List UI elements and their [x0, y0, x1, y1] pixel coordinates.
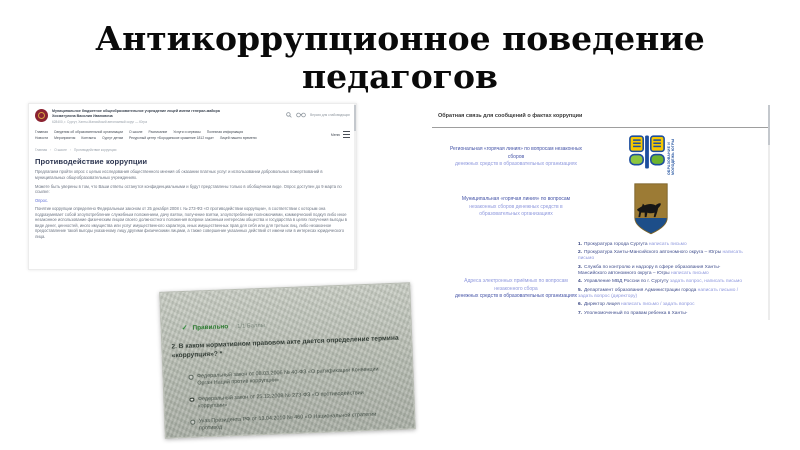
scrollbar[interactable] — [354, 104, 356, 269]
quiz-status — [182, 321, 265, 332]
nav-item[interactable]: Полезная информация — [206, 129, 244, 134]
feedback-heading: Обратная связь для сообщений о фактах коррупции — [438, 113, 583, 119]
lyceum-site-screenshot — [28, 103, 357, 270]
contact-write-link[interactable]: задать вопрос, написать письмо — [669, 279, 743, 285]
contact-name: Директор лицея — [584, 302, 622, 308]
nav-item[interactable]: Ресурсный центр «Бородинское сражение 1812 года» — [128, 135, 214, 140]
quiz-option-label: Указ Президента РФ от 13.04.2010 № 460 «О Национальной стратегии противод — [198, 411, 377, 432]
scrollbar-thumb[interactable] — [354, 105, 356, 131]
menu-button[interactable] — [331, 131, 350, 138]
law-definition-paragraph: Понятие коррупции определено Федеральным законом от 25 декабря 2008 г. № 273-ФЗ «О противодействии коррупции», в соответствии с которым она подразумевает собой злоупотребление служебным положением, дачу взятки, получение взятки, злоупотребление полномочиями, коммерческий подкуп либо иное незаконное использование физическим лицом своего должностного положения вопреки законным интересам общества и государства в целях получения выгоды в виде денег, ценностей, иного имущества или услуг имущественного характера, иных имущественных прав для себя или для третьих лиц, либо незаконное предоставление такой выгоды указанному лицу другими физическими лицами, а также совершение указанных действий от имени или в интересах юридического лица. — [35, 206, 347, 239]
contact-item — [578, 265, 748, 277]
contact-list — [578, 242, 748, 319]
hotline-line: денежных средств в образовательных организациях — [454, 161, 578, 167]
contact-write-link[interactable]: написать письмо — [648, 242, 687, 247]
org-info — [52, 109, 242, 124]
nav-item[interactable]: О школе — [129, 129, 143, 134]
contact-number: 4. — [578, 279, 583, 285]
quiz-option-label: Федеральный закон от 25.12.2008 № 273-ФЗ «О противодействии коррупции» — [197, 389, 364, 410]
contact-name: Прокуратура Ханты-Мансийского автономного округа – Югры — [584, 250, 723, 256]
scrollbar-thumb[interactable] — [768, 105, 770, 145]
quiz-options — [188, 366, 394, 442]
contact-write-link[interactable]: написать письмо / задать вопрос — [621, 302, 695, 308]
hotline-line: Муниципальная «горячая линия» по вопросам — [461, 196, 571, 202]
breadcrumb — [35, 148, 350, 152]
hotline-line: образовательных организациях — [479, 211, 553, 217]
breadcrumb-item[interactable]: О школе — [54, 147, 67, 152]
e-reception-addresses-link[interactable] — [436, 278, 596, 301]
score-badge: 1/1 Баллы — [237, 322, 265, 330]
surgut-coat-of-arms-icon — [633, 180, 669, 238]
contact-write-link[interactable]: написать письмо / задать вопрос (директору) — [578, 287, 739, 299]
contact-name: Уполномоченный по правам ребенка в Ханты- — [584, 310, 688, 316]
contact-number: 2. — [578, 250, 583, 256]
quiz-photo — [159, 282, 415, 439]
contact-write-link[interactable]: написать письмо — [670, 270, 709, 276]
quiz-option[interactable] — [188, 366, 392, 388]
breadcrumb-separator: › — [50, 147, 52, 152]
feedback-site-screenshot — [432, 105, 770, 320]
nav-item[interactable]: Услуги и сервисы — [173, 129, 201, 134]
quiz-option[interactable] — [189, 389, 393, 411]
education-yugra-caption: ОБРАЗОВАНИЕ И МОЛОДЕЖЬ ЮГРЫ — [667, 138, 676, 175]
nav-item[interactable]: Сургут детям — [102, 135, 123, 140]
site-nav — [35, 129, 350, 141]
intro-paragraph: Предлагаем пройти опрос с целью исследования общественного мнения об оказании платных услуг и использовании добровольных пожертвований в муниципальных общеобразовательных учреждениях. — [35, 169, 323, 180]
radio-icon[interactable] — [188, 375, 193, 380]
contact-number: 1. — [578, 242, 583, 247]
page-title: Противодействие коррупции — [35, 156, 148, 166]
quiz-option-label: Федеральный закон от 08.03.2006 № 40-ФЗ «О ратификации Конвенции Орган Наций против коррупции» — [196, 366, 379, 387]
search-icon[interactable] — [286, 112, 292, 118]
hotline-line: Адреса электронных приёмных по вопросам — [464, 278, 568, 284]
breadcrumb-item[interactable]: Главная — [35, 147, 48, 152]
contact-number: 5. — [578, 287, 583, 293]
nav-item[interactable]: Новости — [35, 135, 49, 140]
hotline-line: сборов — [507, 153, 525, 160]
contact-item — [578, 288, 748, 300]
hotline-line: незаконных сборов денежных средств в — [469, 203, 563, 210]
contact-item — [578, 302, 748, 308]
quiz-question: 2. В каком нормативном правовом акте дается определение термина «коррупция»? * — [171, 334, 399, 360]
menu-label: Меню — [330, 132, 340, 137]
hotline-line: Региональная «горячая линия» по вопросам незаконных — [449, 146, 583, 152]
contact-number: 3. — [578, 264, 583, 270]
regional-hotline-link[interactable] — [436, 146, 596, 169]
nav-item[interactable]: Главная — [35, 129, 48, 134]
eyeglasses-icon[interactable] — [296, 112, 306, 118]
radio-icon[interactable] — [189, 397, 194, 402]
nav-item[interactable]: Мероприятия — [54, 135, 76, 140]
nav-item[interactable]: Расписание — [148, 129, 168, 134]
education-yugra-logo — [628, 129, 675, 175]
contact-write-link[interactable]: написать письмо — [578, 250, 743, 262]
nav-item[interactable]: Сведения об образовательной организации — [53, 129, 124, 134]
org-address: 628400, г. Сургут, Ханты-Мансийский автономный округ — Югра — [52, 119, 148, 124]
header-tools — [286, 112, 350, 118]
contact-name: Департамент образования Администрации города — [584, 287, 698, 293]
site-header — [35, 109, 350, 124]
scrollbar[interactable] — [768, 105, 770, 320]
breadcrumb-item[interactable]: Противодействие коррупции — [73, 147, 117, 152]
status-label: Правильно — [192, 323, 229, 332]
lyceum-emblem-icon — [35, 109, 48, 122]
breadcrumb-separator: › — [69, 147, 71, 152]
accessibility-version-link[interactable]: Версия для слабовидящих — [310, 113, 350, 117]
org-name: Муниципальное бюджетное общеобразовательное учреждение лицей имени генерал-майора Хисматулина Василия Ивановича — [52, 109, 220, 118]
contact-name: Управление МВД России по г. Сургуту — [584, 279, 670, 285]
municipal-hotline-link[interactable] — [436, 196, 596, 219]
nav-row-2 — [35, 135, 325, 141]
radio-icon[interactable] — [190, 420, 195, 425]
quiz-option[interactable] — [190, 411, 394, 433]
nav-item[interactable]: Контакты — [81, 135, 97, 140]
contact-item — [578, 279, 748, 285]
contact-name: Служба по контролю и надзору в сфере образования Ханты-Мансийского автономного округа – Югры — [578, 264, 721, 276]
contact-item — [578, 250, 748, 262]
contact-item — [578, 242, 748, 248]
hotline-line: денежных средств в образовательных организациях — [454, 293, 578, 299]
check-icon: ✓ — [181, 324, 188, 333]
divider — [432, 127, 770, 128]
open-book-icon — [628, 129, 666, 175]
slide-title: Антикоррупционное поведение педагогов — [95, 19, 705, 97]
contact-number: 6. — [578, 302, 583, 308]
hamburger-icon — [343, 131, 350, 138]
contact-item — [578, 311, 748, 317]
confidentiality-paragraph: Можете быть уверены в том, что Ваши ответы останутся конфиденциальными и будут представлены только в обобщённом виде. Опрос доступен до 9 марта по ссылке: — [35, 183, 342, 195]
contact-name: Прокуратура города Сургута — [584, 242, 649, 247]
hotline-line: незаконного сбора — [494, 285, 538, 292]
nav-item[interactable]: Лицей нашего времени — [219, 135, 257, 140]
contact-number: 7. — [578, 310, 583, 316]
survey-link[interactable]: Опрос. — [35, 197, 49, 203]
